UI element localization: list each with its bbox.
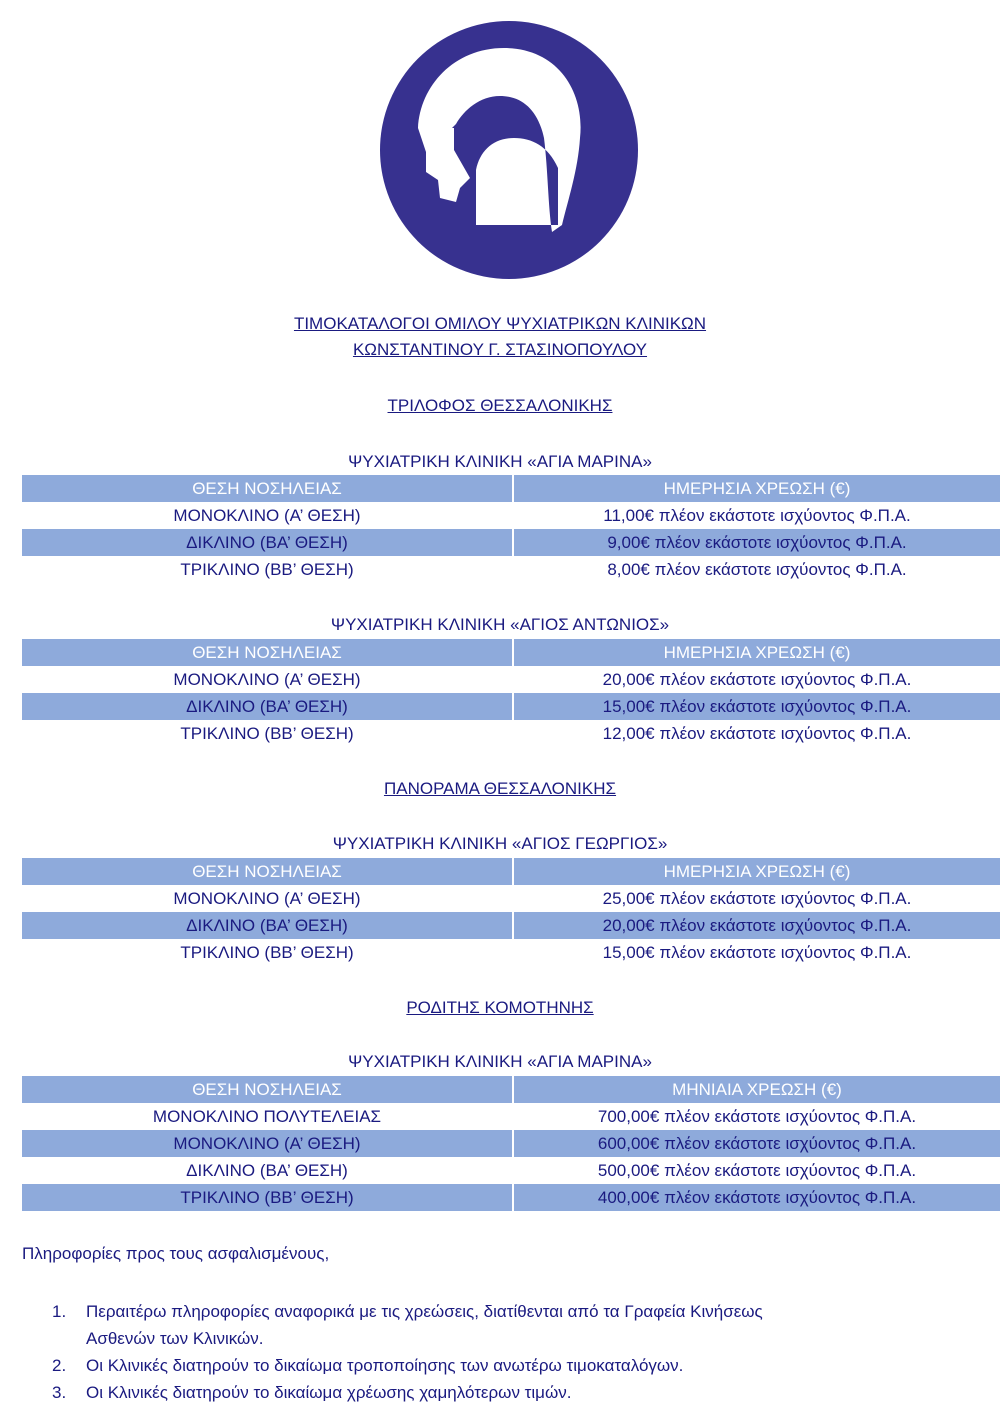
note-line: Ασθενών των Κλινικών. [86,1329,264,1348]
column-header: ΜΗΝΙΑΙΑ ΧΡΕΩΣΗ (€) [512,1076,1000,1103]
clinic-title: ΨΥΧΙΑΤΡΙΚΗ ΚΛΙΝΙΚΗ «ΑΓΙΑ ΜΑΡΙΝΑ» [348,1052,652,1071]
table-row [22,529,1000,556]
price-table [22,475,1000,583]
table-header-row [22,1076,1000,1103]
room-type-cell: ΤΡΙΚΛΙΝΟ (ΒΒ’ ΘΕΣΗ) [180,559,354,579]
room-type-cell: ΜΟΝΟΚΛΙΝΟ (Α’ ΘΕΣΗ) [173,888,361,908]
table-row [22,502,1000,529]
room-type-cell: ΤΡΙΚΛΙΝΟ (ΒΒ’ ΘΕΣΗ) [180,942,354,962]
column-header: ΗΜΕΡΗΣΙΑ ΧΡΕΩΣΗ (€) [512,858,1000,885]
room-type-cell: ΔΙΚΛΙΝΟ (ΒΑ’ ΘΕΣΗ) [186,696,348,716]
list-item [52,1352,952,1379]
note-text: Οι Κλινικές διατηρούν το δικαίωμα τροποποίησης των ανωτέρω τιμοκαταλόγων. [86,1356,684,1375]
price-table [22,1076,1000,1211]
price-cell: 11,00€ πλέον εκάστοτε ισχύοντος Φ.Π.Α. [603,506,911,525]
room-type-cell: ΜΟΝΟΚΛΙΝΟ (Α’ ΘΕΣΗ) [173,669,361,689]
column-header: ΘΕΣΗ ΝΟΣΗΛΕΙΑΣ [192,642,342,662]
table-row [22,1130,1000,1157]
price-cell: 700,00€ πλέον εκάστοτε ισχύοντος Φ.Π.Α. [597,1107,917,1126]
location-heading: ΡΟΔΙΤΗΣ ΚΟΜΟΤΗΝΗΣ [406,998,594,1017]
table-row [22,666,1000,693]
list-item [52,1298,952,1352]
clinic-title: ΨΥΧΙΑΤΡΙΚΗ ΚΛΙΝΙΚΗ «ΑΓΙΟΣ ΑΝΤΩΝΙΟΣ» [330,615,670,634]
price-table [22,858,1000,966]
price-cell: 15,00€ πλέον εκάστοτε ισχύοντος Φ.Π.Α. [602,943,912,962]
price-cell: 500,00€ πλέον εκάστοτε ισχύοντος Φ.Π.Α. [597,1161,917,1180]
table-row [22,556,1000,583]
clinic-title: ΨΥΧΙΑΤΡΙΚΗ ΚΛΙΝΙΚΗ «ΑΓΙΑ ΜΑΡΙΝΑ» [348,452,652,471]
note-text [86,1298,763,1352]
room-type-cell: ΜΟΝΟΚΛΙΝΟ (Α’ ΘΕΣΗ) [173,1133,361,1153]
list-item [52,1379,952,1406]
clinic-logo [380,20,638,280]
price-cell: 12,00€ πλέον εκάστοτε ισχύοντος Φ.Π.Α. [602,724,912,743]
column-header: ΗΜΕΡΗΣΙΑ ΧΡΕΩΣΗ (€) [512,475,1000,502]
location-heading: ΤΡΙΛΟΦΟΣ ΘΕΣΣΑΛΟΝΙΚΗΣ [387,396,613,415]
table-row [22,885,1000,912]
room-type-cell: ΜΟΝΟΚΛΙΝΟ (Α’ ΘΕΣΗ) [173,505,361,525]
room-type-cell: ΔΙΚΛΙΝΟ (ΒΑ’ ΘΕΣΗ) [186,915,348,935]
column-header: ΗΜΕΡΗΣΙΑ ΧΡΕΩΣΗ (€) [512,639,1000,666]
room-type-cell: ΔΙΚΛΙΝΟ (ΒΑ’ ΘΕΣΗ) [186,532,348,552]
price-cell: 400,00€ πλέον εκάστοτε ισχύοντος Φ.Π.Α. [512,1184,1000,1211]
location-heading: ΠΑΝΟΡΑΜΑ ΘΕΣΣΑΛΟΝΙΚΗΣ [383,779,617,798]
note-number: 3. [52,1383,67,1402]
price-cell: 20,00€ πλέον εκάστοτε ισχύοντος Φ.Π.Α. [602,670,912,689]
table-row [22,939,1000,966]
table-row [22,1157,1000,1184]
price-cell: 25,00€ πλέον εκάστοτε ισχύοντος Φ.Π.Α. [602,889,912,908]
note-number: 2. [52,1356,67,1375]
price-cell: 20,00€ πλέον εκάστοτε ισχύοντος Φ.Π.Α. [512,912,1000,939]
column-header: ΘΕΣΗ ΝΟΣΗΛΕΙΑΣ [192,861,342,881]
table-row [22,720,1000,747]
column-header: ΘΕΣΗ ΝΟΣΗΛΕΙΑΣ [192,1079,342,1099]
price-table [22,639,1000,747]
price-cell: 8,00€ πλέον εκάστοτε ισχύοντος Φ.Π.Α. [607,560,907,579]
table-header-row [22,858,1000,885]
room-type-cell: ΔΙΚΛΙΝΟ (ΒΑ’ ΘΕΣΗ) [186,1160,348,1180]
document-title-line2: ΚΩΝΣΤΑΝΤΙΝΟΥ Γ. ΣΤΑΣΙΝΟΠΟΥΛΟΥ [352,340,648,359]
table-row [22,1103,1000,1130]
price-cell: 9,00€ πλέον εκάστοτε ισχύοντος Φ.Π.Α. [512,529,1000,556]
table-row [22,1184,1000,1211]
room-type-cell: ΤΡΙΚΛΙΝΟ (ΒΒ’ ΘΕΣΗ) [180,723,354,743]
price-cell: 600,00€ πλέον εκάστοτε ισχύοντος Φ.Π.Α. [512,1130,1000,1157]
notes-list [52,1298,952,1406]
note-line: Περαιτέρω πληροφορίες αναφορικά με τις χρεώσεις, διατίθενται από τα Γραφεία Κινήσεως [86,1302,763,1321]
info-heading: Πληροφορίες προς τους ασφαλισμένους, [22,1244,330,1263]
room-type-cell: ΜΟΝΟΚΛΙΝΟ ΠΟΛΥΤΕΛΕΙΑΣ [152,1106,382,1126]
table-header-row [22,639,1000,666]
note-number: 1. [52,1302,67,1321]
table-row [22,912,1000,939]
column-header: ΘΕΣΗ ΝΟΣΗΛΕΙΑΣ [192,478,342,498]
table-row [22,693,1000,720]
table-header-row [22,475,1000,502]
price-cell: 15,00€ πλέον εκάστοτε ισχύοντος Φ.Π.Α. [512,693,1000,720]
clinic-title: ΨΥΧΙΑΤΡΙΚΗ ΚΛΙΝΙΚΗ «ΑΓΙΟΣ ΓΕΩΡΓΙΟΣ» [332,834,668,853]
note-text: Οι Κλινικές διατηρούν το δικαίωμα χρέωσης χαμηλότερων τιμών. [86,1383,572,1402]
document-title-line1: ΤΙΜΟΚΑΤΑΛΟΓΟΙ ΟΜΙΛΟΥ ΨΥΧΙΑΤΡΙΚΩΝ ΚΛΙΝΙΚΩΝ [293,314,707,333]
room-type-cell: ΤΡΙΚΛΙΝΟ (ΒΒ’ ΘΕΣΗ) [180,1187,354,1207]
